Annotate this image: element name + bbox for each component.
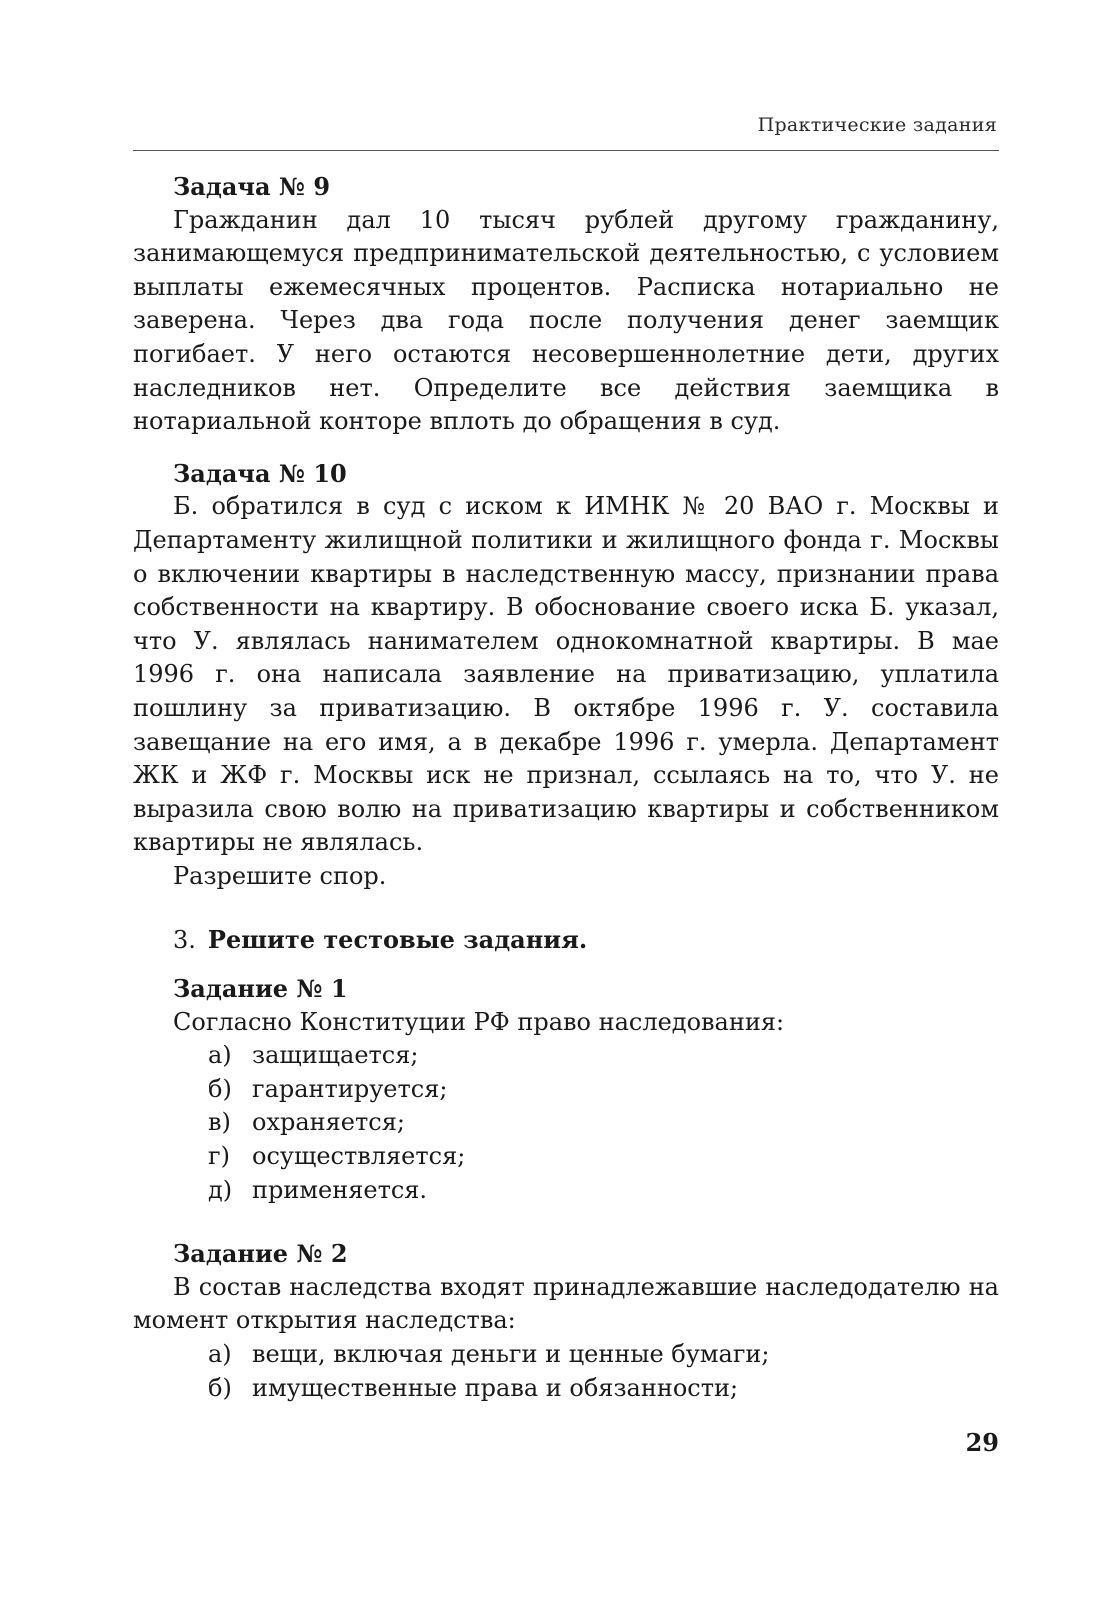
test-1-question: Согласно Конституции РФ право наследования: xyxy=(173,1007,785,1036)
option-text: вещи, включая деньги и ценные бумаги; xyxy=(252,1340,770,1368)
option-mark: б) xyxy=(208,1074,232,1103)
option-item xyxy=(208,1073,999,1107)
test-1-heading: Задание № 1 xyxy=(173,974,348,1004)
task-9 xyxy=(133,170,999,439)
option-item xyxy=(208,1338,999,1372)
test-1 xyxy=(133,972,999,1207)
section-3-number: 3. xyxy=(173,926,196,955)
section-3-title-text: Решите тестовые задания. xyxy=(207,925,588,955)
test-2-options xyxy=(133,1338,999,1405)
task-10-question: Разрешите спор. xyxy=(173,861,387,890)
option-text: применяется. xyxy=(252,1175,428,1204)
option-item xyxy=(208,1372,999,1406)
option-mark: а) xyxy=(208,1340,232,1368)
option-mark: г) xyxy=(208,1142,230,1171)
option-text: защищается; xyxy=(252,1041,419,1070)
task-9-heading: Задача № 9 xyxy=(173,172,331,201)
task-10-text: Б. обратился в суд с иском к ИМНК № 20 ВАО г. Москвы и Департаменту жилищной политики и жилищного фонда г. Москвы о включении квартиры в наследственную массу, признании права собственности на квартиру. В обоснование своего иска Б. указал, что У. являлась нанимателем однокомнатной квартиры. В мае 1996 г. она написала заявление на приватизацию, уплатила пошлину за приватизацию. В октябре 1996 г. У. составила завещание на его имя, а в декабре 1996 г. умерла. Департамент ЖК и ЖФ г. Москвы иск не признал, ссылаясь на то, что У. не выразила свою волю на приватизацию квартиры и собственником квартиры не являлась. xyxy=(133,492,999,857)
option-text: осуществляется; xyxy=(252,1142,466,1171)
task-9-text: Гражданин дал 10 тысяч рублей другому гражданину, занимающемуся предпринимательской деятельностью, с условием выплаты ежемесячных процентов. Расписка нотариально не заверена. Через два года после получения денег заемщик погибает. У него остаются несовершеннолетние дети, других наследников нет. Определите все действия заемщика в нотариальной конторе вплоть до обращения в суд. xyxy=(133,205,999,436)
test-1-options xyxy=(133,1039,999,1207)
option-text: имущественные права и обязанности; xyxy=(252,1373,739,1402)
option-text: охраняется; xyxy=(252,1108,405,1137)
option-item xyxy=(208,1140,999,1174)
test-2-heading: Задание № 2 xyxy=(173,1239,348,1269)
section-3-title xyxy=(133,923,999,958)
task-10-heading: Задача № 10 xyxy=(173,458,347,488)
test-2-question: В состав наследства входят принадлежавшие наследодателю на момент открытия наследства: xyxy=(133,1272,999,1335)
page-number: 29 xyxy=(965,1428,999,1457)
option-mark: в) xyxy=(208,1108,231,1137)
option-text: гарантируется; xyxy=(252,1074,448,1103)
page-content xyxy=(133,170,999,1405)
option-item xyxy=(208,1174,999,1208)
test-2 xyxy=(133,1237,999,1405)
option-mark: а) xyxy=(208,1041,232,1070)
header-rule xyxy=(133,150,999,151)
option-mark: б) xyxy=(208,1373,232,1402)
option-item xyxy=(208,1106,999,1140)
task-10 xyxy=(133,457,999,894)
option-item xyxy=(208,1039,999,1073)
running-head: Практические задания xyxy=(757,114,997,136)
option-mark: д) xyxy=(208,1175,233,1204)
